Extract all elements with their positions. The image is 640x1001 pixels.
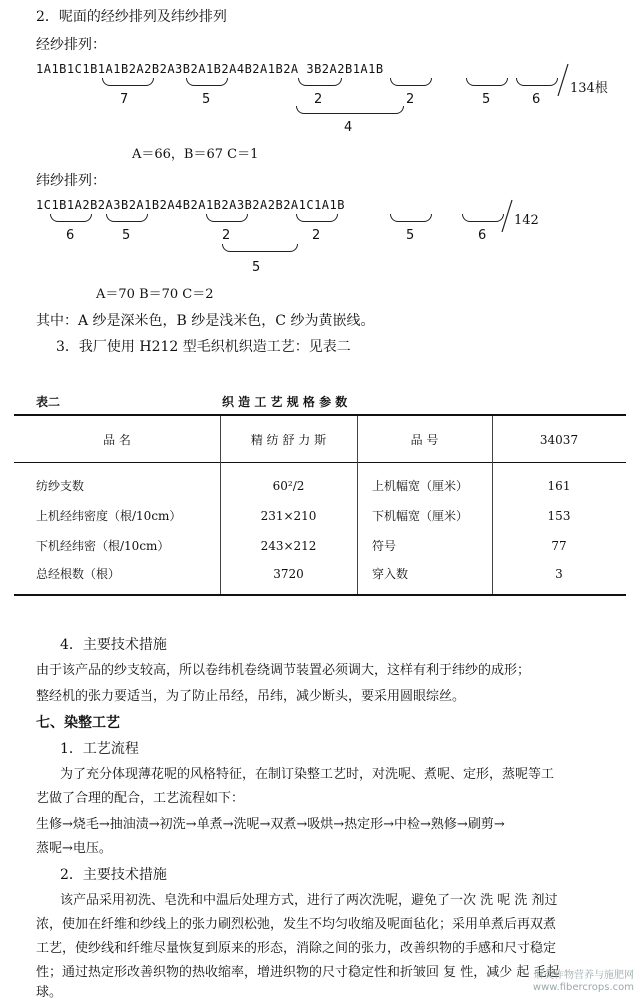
table-cell: 上机幅宽（厘米） bbox=[372, 479, 469, 493]
subsection-heading: 2．主要技术措施 bbox=[60, 867, 167, 883]
section-heading-2: 2．呢面的经纱排列及纬纱排列 bbox=[36, 9, 227, 25]
watermark bbox=[533, 970, 634, 994]
weft-total-slash bbox=[500, 198, 514, 234]
table-cell: 总经根数（根） bbox=[36, 567, 121, 581]
table-label: 表二 bbox=[36, 395, 61, 409]
weft-brace-3 bbox=[206, 214, 248, 222]
body-line: 艺做了合理的配合，工艺流程如下： bbox=[36, 791, 245, 806]
table-cell: 231×210 bbox=[260, 509, 317, 523]
warp-group-count: 5 bbox=[482, 92, 491, 107]
body-line: 整经机的张力要适当，为了防止吊经，吊纬，减少断头，要采用圆眼综丝。 bbox=[36, 689, 466, 704]
weft-brace-6 bbox=[462, 214, 504, 222]
watermark-line: 麻类作物营养与施肥网 bbox=[534, 970, 634, 981]
warp-group-count: 5 bbox=[202, 92, 211, 107]
weft-brace-2 bbox=[106, 214, 148, 222]
body-line: 由于该产品的纱支较高，所以卷纬机卷绕调节装置必须调大，这样有利于纬纱的成形； bbox=[36, 663, 531, 678]
table-header-cell: 品 号 bbox=[410, 433, 439, 447]
yarn-color-note: 其中：A 纱是深米色，B 纱是浅米色，C 纱为黄嵌线。 bbox=[36, 313, 375, 329]
table-header-cell: 精 纺 舒 力 斯 bbox=[250, 433, 327, 447]
process-flow-line: 生修→烧毛→抽油渍→初洗→单煮→洗呢→双煮→吸烘→热定形→中检→熟修→刷剪→ bbox=[36, 817, 505, 832]
body-line: 工艺，使纱线和纤维尽量恢复到原来的形态，消除之间的张力，改善织物的手感和尺寸稳定 bbox=[36, 941, 557, 956]
warp-brace-4 bbox=[390, 78, 432, 86]
warp-total-slash bbox=[556, 62, 570, 98]
warp-group-count: 6 bbox=[532, 92, 541, 107]
table-top-rule bbox=[14, 414, 626, 416]
table-cell: 153 bbox=[547, 509, 571, 523]
body-line: 性；通过热定形改善织物的热收缩率，增进织物的尺寸稳定性和折皱回 复 性，减少 起 毛起 bbox=[36, 965, 560, 980]
weft-group-count: 6 bbox=[478, 228, 487, 243]
section-heading-3: 3．我厂使用 H212 型毛织机织造工艺：见表二 bbox=[56, 339, 351, 355]
warp-group-count: 7 bbox=[120, 92, 129, 107]
weft-outer-count: 5 bbox=[252, 260, 261, 275]
table-cell: 60²/2 bbox=[272, 479, 305, 493]
table-cell: 上机经纬密度（根/10cm） bbox=[36, 509, 182, 523]
watermark-line: www.fibercrops.com bbox=[532, 982, 634, 993]
table-cell: 3720 bbox=[273, 567, 304, 581]
warp-brace-1 bbox=[102, 78, 154, 86]
warp-ratio: A＝66，B＝67 C＝1 bbox=[132, 147, 259, 162]
body-line: 为了充分体现薄花呢的风格特征，在制订染整工艺时，对洗呢、煮呢、定形，蒸呢等工 bbox=[60, 767, 555, 782]
table-cell: 纺纱支数 bbox=[36, 479, 85, 493]
warp-brace-2 bbox=[186, 78, 228, 86]
warp-group-count: 2 bbox=[406, 92, 415, 107]
table-bottom-rule bbox=[14, 594, 626, 596]
weft-sequence: 1C1B1A2B2A3B2A1B2A4B2A1B2A3B2A2B2A1C1A1B bbox=[36, 198, 345, 212]
weft-group-count: 2 bbox=[312, 228, 321, 243]
warp-outer-count: 4 bbox=[344, 120, 353, 135]
weft-group-count: 5 bbox=[406, 228, 415, 243]
table-title: 织 造 工 艺 规 格 参 数 bbox=[222, 395, 348, 409]
table-cell: 穿入数 bbox=[372, 567, 409, 581]
body-line: 球。 bbox=[36, 985, 63, 1000]
weft-brace-1 bbox=[50, 214, 92, 222]
table-cell: 下机经纬密（根/10cm） bbox=[36, 539, 170, 553]
section-heading-4: 4．主要技术措施 bbox=[60, 637, 167, 653]
weft-group-count: 6 bbox=[66, 228, 75, 243]
warp-brace-5 bbox=[466, 78, 508, 86]
body-line: 浓，使加在纤维和纱线上的张力刷烈松弛，发生不均匀收缩及呢面毡化；采用单煮后再双煮 bbox=[36, 917, 557, 932]
weft-brace-4 bbox=[296, 214, 338, 222]
warp-total: 134根 bbox=[570, 81, 608, 96]
table-cell: 3 bbox=[555, 567, 563, 581]
table-header-rule bbox=[14, 462, 626, 463]
body-line: 该产品采用初洗、皂洗和中温后处理方式，进行了两次洗呢，避免了一次 洗 呢 洗 剂过 bbox=[60, 893, 558, 908]
process-flow-line: 蒸呢→电压。 bbox=[36, 841, 112, 856]
subsection-heading: 1．工艺流程 bbox=[60, 741, 139, 757]
chapter-heading-7: 七、染整工艺 bbox=[36, 715, 120, 731]
table-cell: 下机幅宽（厘米） bbox=[372, 509, 469, 523]
table-cell: 243×212 bbox=[260, 539, 317, 553]
warp-brace-6 bbox=[516, 78, 558, 86]
warp-outer-brace bbox=[296, 106, 404, 114]
warp-brace-3 bbox=[298, 78, 342, 86]
weft-ratio: A＝70 B＝70 C＝2 bbox=[96, 287, 214, 302]
table-header-cell: 品 名 bbox=[103, 433, 131, 447]
weft-total: 142 bbox=[514, 213, 539, 228]
weft-group-count: 5 bbox=[122, 228, 131, 243]
warp-sequence: 1A1B1C1B1A1B2A2B2A3B2A1B2A4B2A1B2A 3B2A2B1A1B bbox=[36, 62, 384, 76]
table-cell: 符号 bbox=[372, 539, 397, 553]
table-cell: 161 bbox=[547, 479, 571, 493]
weft-label: 纬纱排列： bbox=[36, 173, 106, 189]
warp-label: 经纱排列： bbox=[36, 37, 106, 53]
weft-outer-brace bbox=[222, 244, 298, 252]
weft-group-count: 2 bbox=[222, 228, 231, 243]
table-cell: 77 bbox=[551, 539, 567, 553]
table-header-cell: 34037 bbox=[539, 433, 579, 447]
weft-brace-5 bbox=[390, 214, 432, 222]
warp-group-count: 2 bbox=[314, 92, 323, 107]
